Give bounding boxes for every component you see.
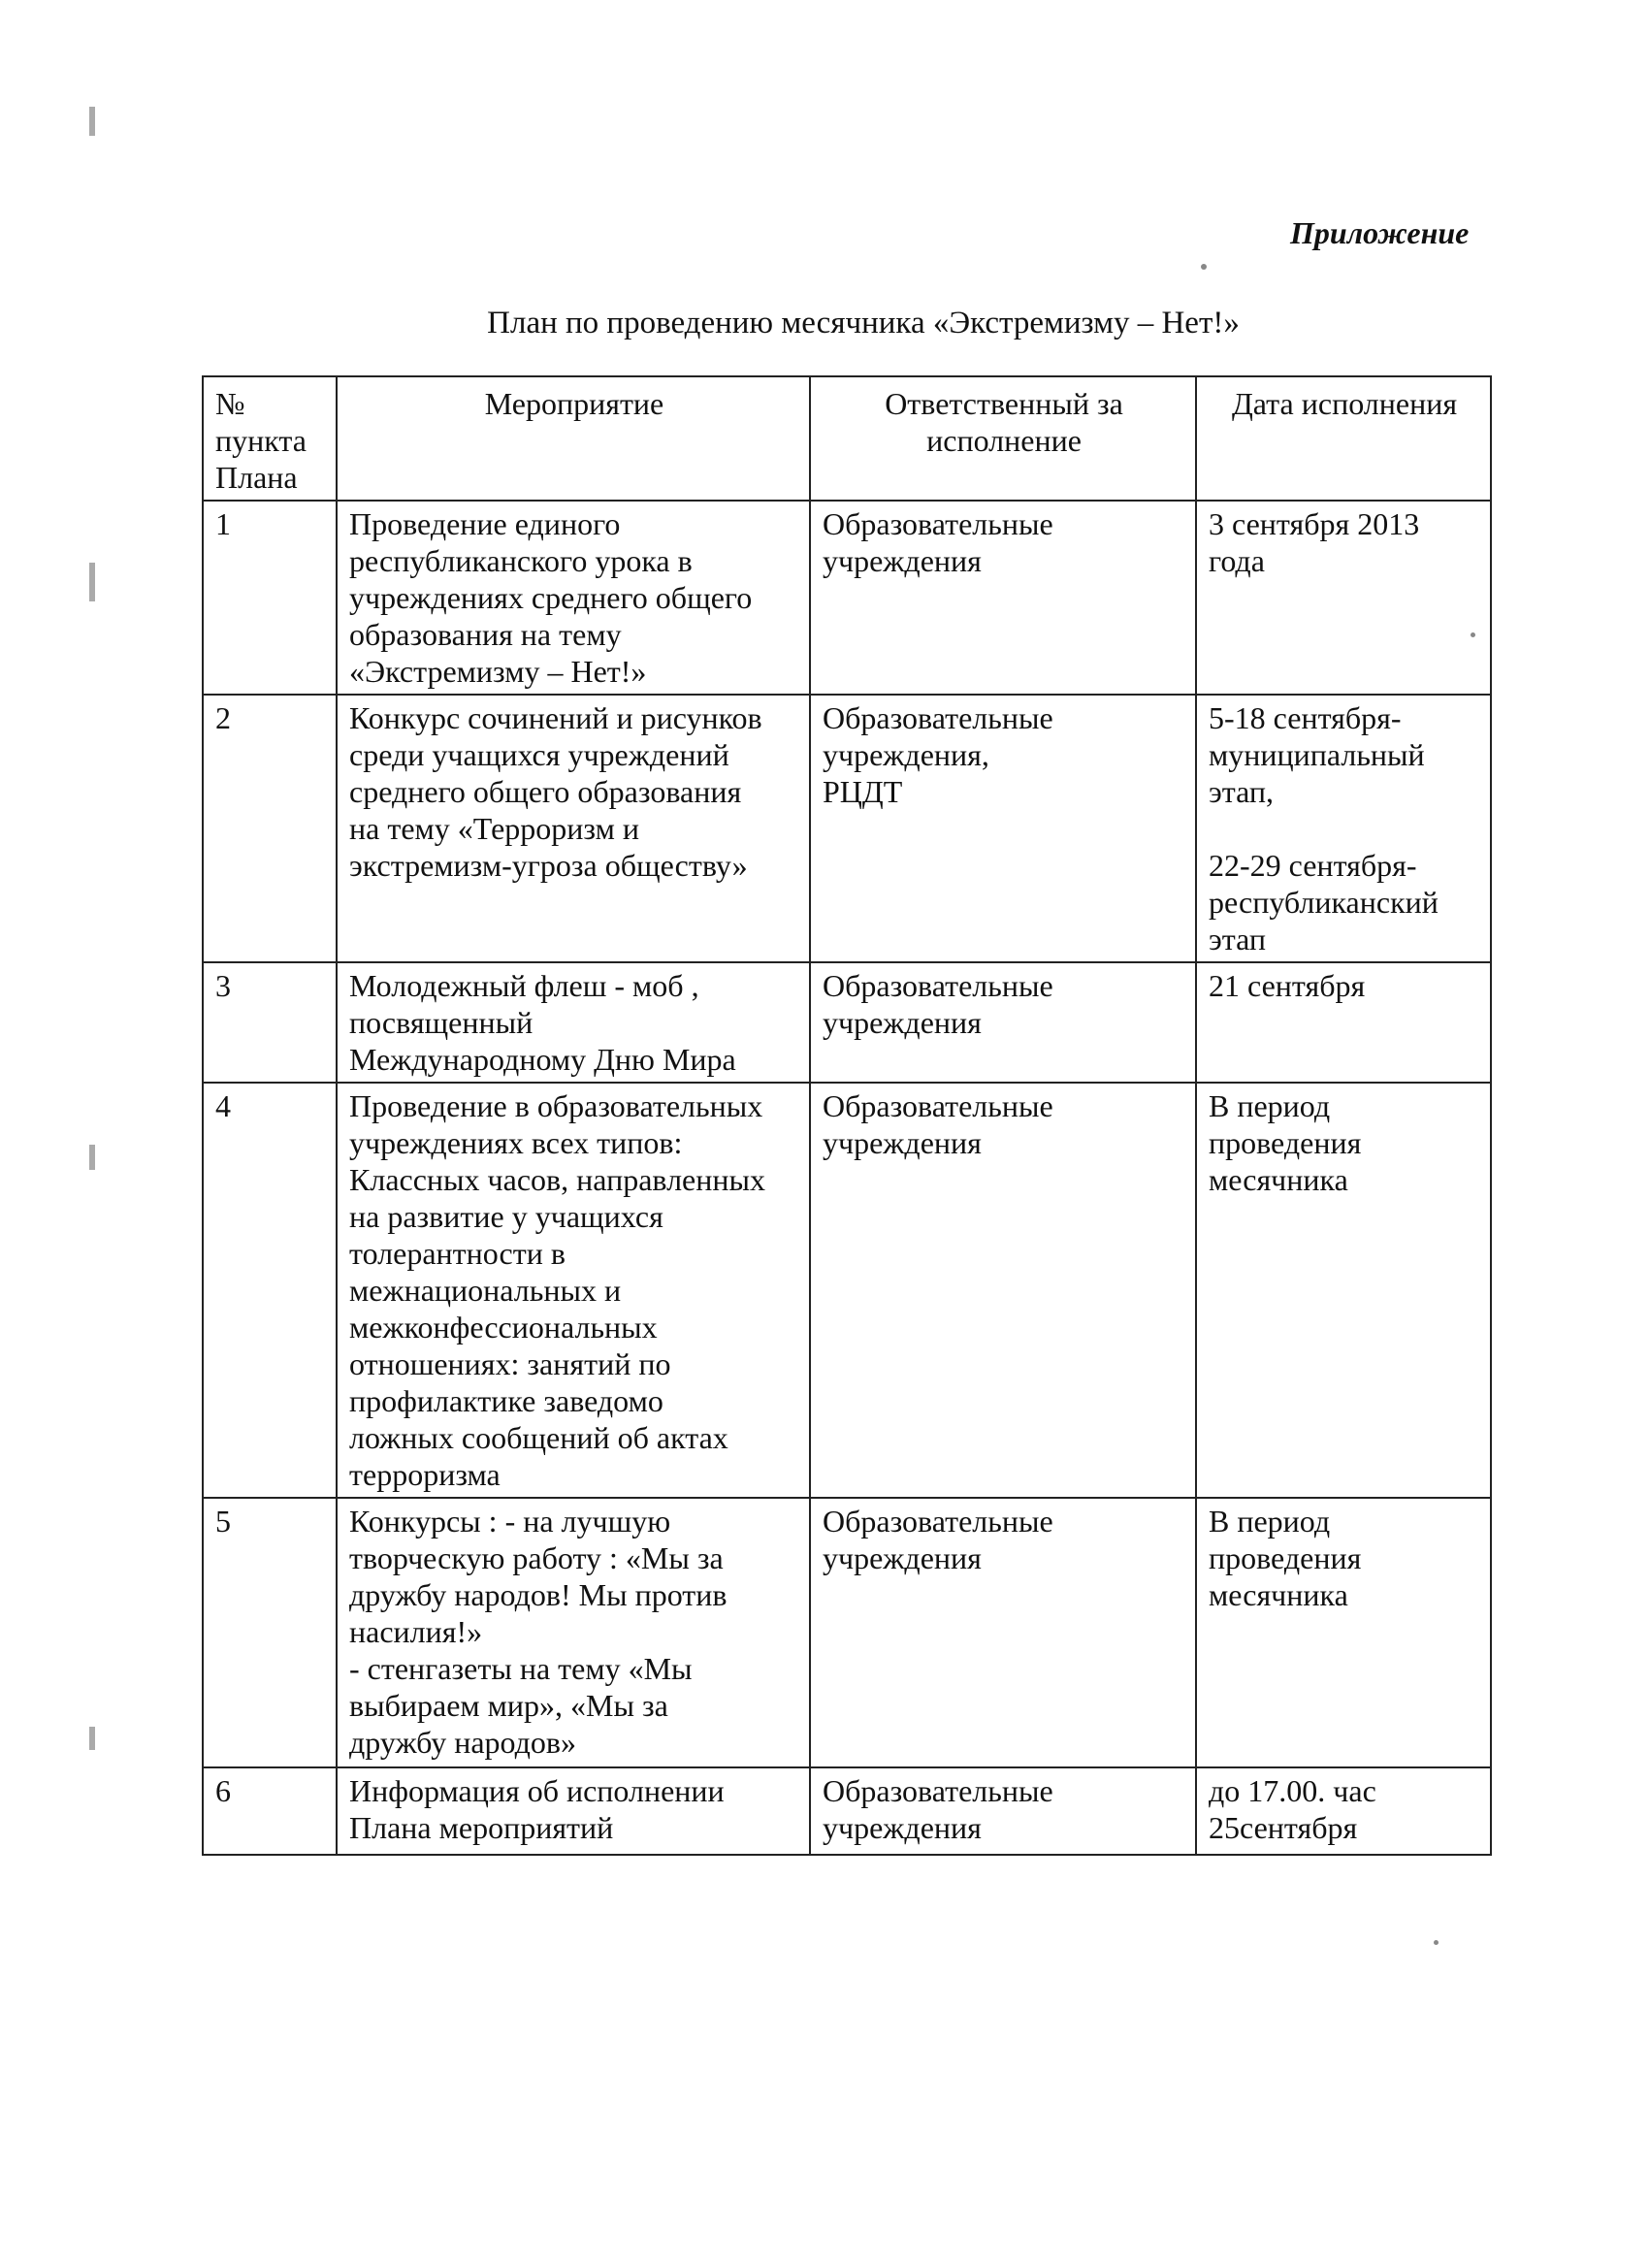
cell-number: 5: [203, 1498, 337, 1767]
scan-edge-mark: [89, 563, 95, 601]
activity-line: учреждениях среднего общего: [349, 580, 753, 615]
date-gap: [1209, 810, 1480, 847]
date-line: до 17.00. час: [1209, 1773, 1376, 1808]
date-line: муниципальный: [1209, 737, 1425, 772]
activity-line: Конкурсы : - на лучшую: [349, 1504, 671, 1539]
activity-line: межконфессиональных: [349, 1310, 658, 1345]
activity-line: экстремизм-угроза обществу»: [349, 848, 748, 883]
date-line: года: [1209, 543, 1265, 578]
responsible-line: Образовательные: [823, 1088, 1053, 1123]
activity-line: межнациональных и: [349, 1273, 622, 1308]
cell-responsible: [810, 1767, 1196, 1855]
cell-date: [1196, 1498, 1491, 1767]
activity-line: посвященный: [349, 1005, 534, 1040]
activity-line: образования на тему: [349, 617, 622, 652]
cell-responsible: [810, 695, 1196, 962]
responsible-line: Образовательные: [823, 1773, 1053, 1808]
appendix-label: Приложение: [1290, 215, 1470, 250]
responsible-line: учреждения,: [823, 737, 989, 772]
responsible-line: учреждения: [823, 1540, 982, 1575]
plan-table-header: [203, 376, 1491, 501]
activity-line: среди учащихся учреждений: [349, 737, 729, 772]
cell-number: 4: [203, 1083, 337, 1498]
activity-line: Проведение в образовательных: [349, 1088, 763, 1123]
responsible-line: Образовательные: [823, 700, 1053, 735]
responsible-line: учреждения: [823, 543, 982, 578]
header-number: [203, 376, 337, 501]
table-row: [203, 1083, 1491, 1498]
cell-responsible: [810, 962, 1196, 1083]
date-line: 21 сентября: [1209, 968, 1366, 1003]
cell-activity: [337, 1767, 810, 1855]
cell-activity: [337, 1083, 810, 1498]
scan-speck: [1201, 264, 1207, 270]
cell-number: 2: [203, 695, 337, 962]
activity-line: республиканского урока в: [349, 543, 693, 578]
header-number-line: пункта: [215, 423, 307, 458]
activity-line: Международному Дню Мира: [349, 1042, 736, 1077]
activity-line: среднего общего образования: [349, 774, 742, 809]
responsible-line: учреждения: [823, 1125, 982, 1160]
table-row: [203, 1498, 1491, 1767]
date-line: республиканский: [1209, 885, 1439, 920]
cell-date: [1196, 962, 1491, 1083]
date-line: В период: [1209, 1504, 1331, 1539]
plan-title: План по проведению месячника «Экстремизму – Нет!»: [487, 306, 1240, 340]
date-line: 25сентября: [1209, 1810, 1358, 1845]
responsible-line: РЦДТ: [823, 774, 903, 809]
header-responsible-line: исполнение: [926, 423, 1082, 458]
activity-line: дружбу народов»: [349, 1725, 576, 1760]
cell-date: [1196, 1083, 1491, 1498]
header-responsible: [810, 376, 1196, 501]
date-line: 22-29 сентября-: [1209, 848, 1417, 883]
date-line: В период: [1209, 1088, 1331, 1123]
activity-line: Классных часов, направленных: [349, 1162, 765, 1197]
plan-table-body: [203, 501, 1491, 1855]
header-responsible-line: Ответственный за: [885, 386, 1123, 421]
table-row: [203, 501, 1491, 695]
responsible-line: Образовательные: [823, 968, 1053, 1003]
date-line: этап: [1209, 922, 1267, 956]
date-line: месячника: [1209, 1577, 1348, 1612]
cell-responsible: [810, 501, 1196, 695]
date-line: 5-18 сентября-: [1209, 700, 1402, 735]
date-line: проведения: [1209, 1540, 1362, 1575]
cell-responsible: [810, 1083, 1196, 1498]
activity-line: творческую работу : «Мы за: [349, 1540, 724, 1575]
date-line: проведения: [1209, 1125, 1362, 1160]
date-line: этап,: [1209, 774, 1275, 809]
activity-line: Плана мероприятий: [349, 1810, 614, 1845]
activity-line: дружбу народов! Мы против: [349, 1577, 728, 1612]
activity-line: на развитие у учащихся: [349, 1199, 663, 1234]
activity-line: «Экстремизму – Нет!»: [349, 654, 647, 689]
cell-date: [1196, 1767, 1491, 1855]
cell-activity: [337, 695, 810, 962]
activity-line: учреждениях всех типов:: [349, 1125, 683, 1160]
cell-activity: [337, 962, 810, 1083]
activity-line: профилактике заведомо: [349, 1383, 663, 1418]
cell-responsible: [810, 1498, 1196, 1767]
activity-line: Конкурс сочинений и рисунков: [349, 700, 762, 735]
table-row: [203, 695, 1491, 962]
cell-date: [1196, 695, 1491, 962]
cell-date: [1196, 501, 1491, 695]
cell-number: 1: [203, 501, 337, 695]
plan-table: [202, 375, 1492, 1856]
header-activity: Мероприятие: [337, 376, 810, 501]
activity-line: на тему «Терроризм и: [349, 811, 639, 846]
activity-line: терроризма: [349, 1457, 501, 1492]
scan-speck: [1434, 1940, 1439, 1945]
activity-line: ложных сообщений об актах: [349, 1420, 728, 1455]
activity-line: Молодежный флеш - моб ,: [349, 968, 699, 1003]
cell-number: 6: [203, 1767, 337, 1855]
activity-line: - стенгазеты на тему «Мы: [349, 1651, 693, 1686]
scan-edge-mark: [89, 1727, 95, 1750]
table-row: [203, 1767, 1491, 1855]
activity-line: отношениях: занятий по: [349, 1346, 671, 1381]
activity-line: Проведение единого: [349, 506, 621, 541]
scan-edge-mark: [89, 107, 95, 136]
cell-activity: [337, 501, 810, 695]
header-number-line: №: [215, 386, 245, 421]
responsible-line: Образовательные: [823, 506, 1053, 541]
cell-activity: [337, 1498, 810, 1767]
scan-edge-mark: [89, 1145, 95, 1170]
header-number-line: Плана: [215, 460, 298, 495]
cell-number: 3: [203, 962, 337, 1083]
responsible-line: учреждения: [823, 1810, 982, 1845]
activity-line: толерантности в: [349, 1236, 566, 1271]
responsible-line: Образовательные: [823, 1504, 1053, 1539]
activity-line: выбираем мир», «Мы за: [349, 1688, 668, 1723]
date-line: месячника: [1209, 1162, 1348, 1197]
header-date: Дата исполнения: [1196, 376, 1491, 501]
date-line: 3 сентября 2013: [1209, 506, 1420, 541]
responsible-line: учреждения: [823, 1005, 982, 1040]
table-header-row: [203, 376, 1491, 501]
activity-line: Информация об исполнении: [349, 1773, 725, 1808]
activity-line: насилия!»: [349, 1614, 483, 1649]
table-row: [203, 962, 1491, 1083]
